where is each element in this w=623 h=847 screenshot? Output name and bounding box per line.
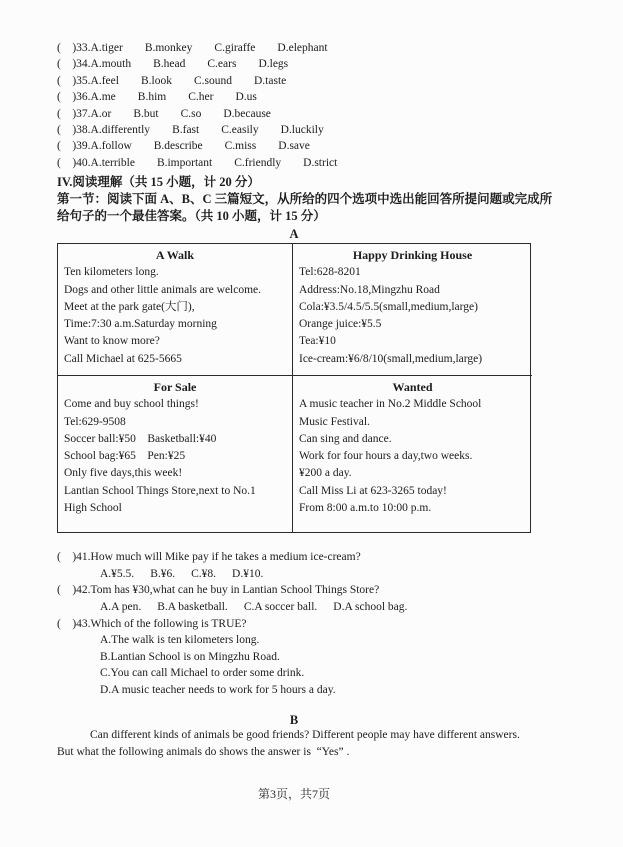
cloze-number: ( )34. (57, 58, 91, 71)
cloze-number: ( )35. (57, 74, 91, 87)
option-c: C.¥8. (191, 567, 217, 580)
cloze-option-a: A.differently (90, 124, 151, 137)
notice-line: Tel:629-9508 (64, 415, 126, 428)
cloze-option-a: A.terrible (90, 156, 135, 169)
notice-line: Time:7:30 a.m.Saturday morning (64, 318, 217, 331)
cloze-option-a: A.mouth (90, 58, 132, 71)
cloze-option-a: A.feel (90, 74, 119, 87)
question-43-option-c: C.You can call Michael to order some drink. (100, 667, 305, 680)
question-43-stem: ( )43.Which of the following is TRUE? (57, 617, 247, 630)
notice-line: Meet at the park gate(大门), (64, 300, 195, 313)
option-d: D.¥10. (232, 567, 264, 580)
cloze-option-c: C.so (180, 107, 202, 120)
question-43-option-b: B.Lantian School is on Mingzhu Road. (100, 650, 280, 663)
notice-line: Want to know more? (64, 335, 160, 348)
notice-line: School bag:¥65 Pen:¥25 (64, 450, 186, 463)
cloze-number: ( )33. (57, 42, 91, 54)
notice-title: A Walk (155, 248, 195, 263)
notice-line: High School (64, 502, 122, 515)
cloze-options-section (57, 40, 573, 171)
notice-line: ¥200 a day. (299, 467, 352, 480)
cloze-option-a: A.me (90, 91, 116, 104)
question-42-stem: ( )42.Tom has ¥30,what can he buy in Lantian School Things Store? (57, 584, 380, 597)
notice-line: Call Miss Li at 623-3265 today! (299, 484, 447, 497)
notice-line: Ten kilometers long. (64, 266, 159, 279)
cloze-line-33 (57, 40, 573, 56)
cloze-number: ( )40. (57, 156, 91, 169)
notice-cell-wanted (293, 375, 532, 532)
cloze-line-36 (57, 89, 573, 105)
cloze-line-37 (57, 106, 573, 122)
cloze-number: ( )37. (57, 107, 91, 120)
notice-title: Wanted (392, 380, 433, 395)
notice-line: Dogs and other little animals are welcome. (64, 283, 262, 296)
question-43-option-a: A.The walk is ten kilometers long. (100, 634, 260, 647)
cloze-option-c: C.giraffe (214, 42, 256, 54)
cloze-option-b: B.but (133, 107, 159, 120)
section-iv-heading: IV.阅读理解（共 15 小题，计 20 分） (57, 175, 260, 190)
passage-b-label: B (289, 712, 299, 727)
cloze-number: ( )39. (57, 140, 91, 153)
section-iv-intro-line2: 给句子的一个最佳答案。（共 10 小题，计 15 分） (57, 209, 326, 224)
cloze-option-c: C.ears (207, 58, 237, 71)
notice-line: Tea:¥10 (299, 335, 336, 348)
cloze-line-38 (57, 122, 573, 138)
cloze-option-d: D.legs (258, 58, 289, 71)
cloze-option-d: D.luckily (280, 124, 324, 137)
option-a: A.A pen. (100, 601, 142, 614)
cloze-option-b: B.describe (153, 140, 203, 153)
option-c: C.A soccer ball. (243, 601, 318, 614)
notice-line: Work for four hours a day,two weeks. (299, 450, 473, 463)
cloze-option-d: D.because (223, 107, 271, 120)
notice-title: Happy Drinking House (352, 248, 473, 263)
notice-line: Address:No.18,Mingzhu Road (299, 283, 440, 296)
cloze-option-a: A.follow (90, 140, 132, 153)
cloze-option-d: D.strict (303, 156, 338, 169)
notice-line: Can sing and dance. (299, 432, 392, 445)
passage-a-label: A (289, 227, 299, 242)
cloze-line-39 (57, 138, 573, 154)
cloze-option-c: C.sound (193, 74, 232, 87)
cloze-number: ( )36. (57, 91, 91, 104)
notice-line: Music Festival. (299, 415, 370, 428)
notice-cell-a-walk (58, 244, 293, 375)
cloze-option-b: B.look (140, 74, 172, 87)
cloze-option-c: C.easily (221, 124, 259, 137)
notice-line: Soccer ball:¥50 Basketball:¥40 (64, 432, 217, 445)
cloze-option-c: C.her (188, 91, 214, 104)
option-d: D.A school bag. (333, 601, 408, 614)
option-b: B.¥6. (150, 567, 176, 580)
question-41-options (57, 566, 573, 583)
notice-line: Tel:628-8201 (299, 266, 361, 279)
passage-b-paragraph (57, 727, 573, 761)
question-41-stem: ( )41.How much will Mike pay if he takes a medium ice-cream? (57, 551, 361, 564)
notice-line: A music teacher in No.2 Middle School (299, 398, 482, 411)
notice-cell-happy-drinking-house (293, 244, 532, 375)
cloze-line-35 (57, 73, 573, 89)
page-content (57, 40, 573, 761)
question-43-option-d: D.A music teacher needs to work for 5 hours a day. (100, 684, 336, 696)
cloze-option-a: A.or (90, 107, 112, 120)
cloze-option-b: B.head (153, 58, 186, 71)
notice-line: Lantian School Things Store,next to No.1 (64, 484, 256, 497)
question-42-options (57, 599, 573, 616)
option-b: B.A basketball. (157, 601, 228, 614)
notice-line: From 8:00 a.m.to 10:00 p.m. (299, 502, 432, 515)
option-a: A.¥5.5. (100, 567, 135, 580)
cloze-option-a: A.tiger (90, 42, 123, 54)
section-iv-intro-line1: 第一节：阅读下面 A、B、C 三篇短文，从所给的四个选项中选出能回答所提问题或完成所 (57, 192, 553, 207)
cloze-option-b: B.him (137, 91, 167, 104)
notice-line: Come and buy school things! (64, 398, 199, 411)
cloze-option-b: B.important (156, 156, 213, 169)
cloze-option-d: D.save (278, 140, 310, 153)
notice-line: Ice-cream:¥6/8/10(small,medium,large) (299, 352, 483, 365)
notice-line: Call Michael at 625-5665 (64, 352, 182, 365)
cloze-number: ( )38. (57, 124, 91, 137)
notice-table (57, 243, 531, 533)
cloze-line-34 (57, 56, 573, 72)
passage-b-line2: But what the following animals do shows the answer is “Yes” . (57, 745, 350, 758)
passage-b-line1: Can different kinds of animals be good friends? Different people may have different answers. (90, 728, 520, 741)
cloze-option-d: D.us (235, 91, 257, 104)
notice-title: For Sale (153, 380, 197, 395)
cloze-option-b: B.fast (172, 124, 200, 137)
page-footer: 第3页，共7页 (257, 787, 330, 801)
cloze-option-d: D.taste (254, 74, 287, 87)
cloze-option-c: C.miss (224, 140, 257, 153)
reading-questions-section (57, 549, 573, 698)
cloze-option-d: D.elephant (277, 42, 328, 54)
cloze-option-b: B.monkey (144, 42, 193, 54)
notice-line: Orange juice:¥5.5 (299, 318, 382, 331)
cloze-option-c: C.friendly (234, 156, 282, 169)
notice-line: Cola:¥3.5/4.5/5.5(small,medium,large) (299, 300, 478, 313)
notice-line: Only five days,this week! (64, 467, 183, 480)
cloze-line-40 (57, 155, 573, 171)
notice-cell-for-sale (58, 375, 293, 532)
